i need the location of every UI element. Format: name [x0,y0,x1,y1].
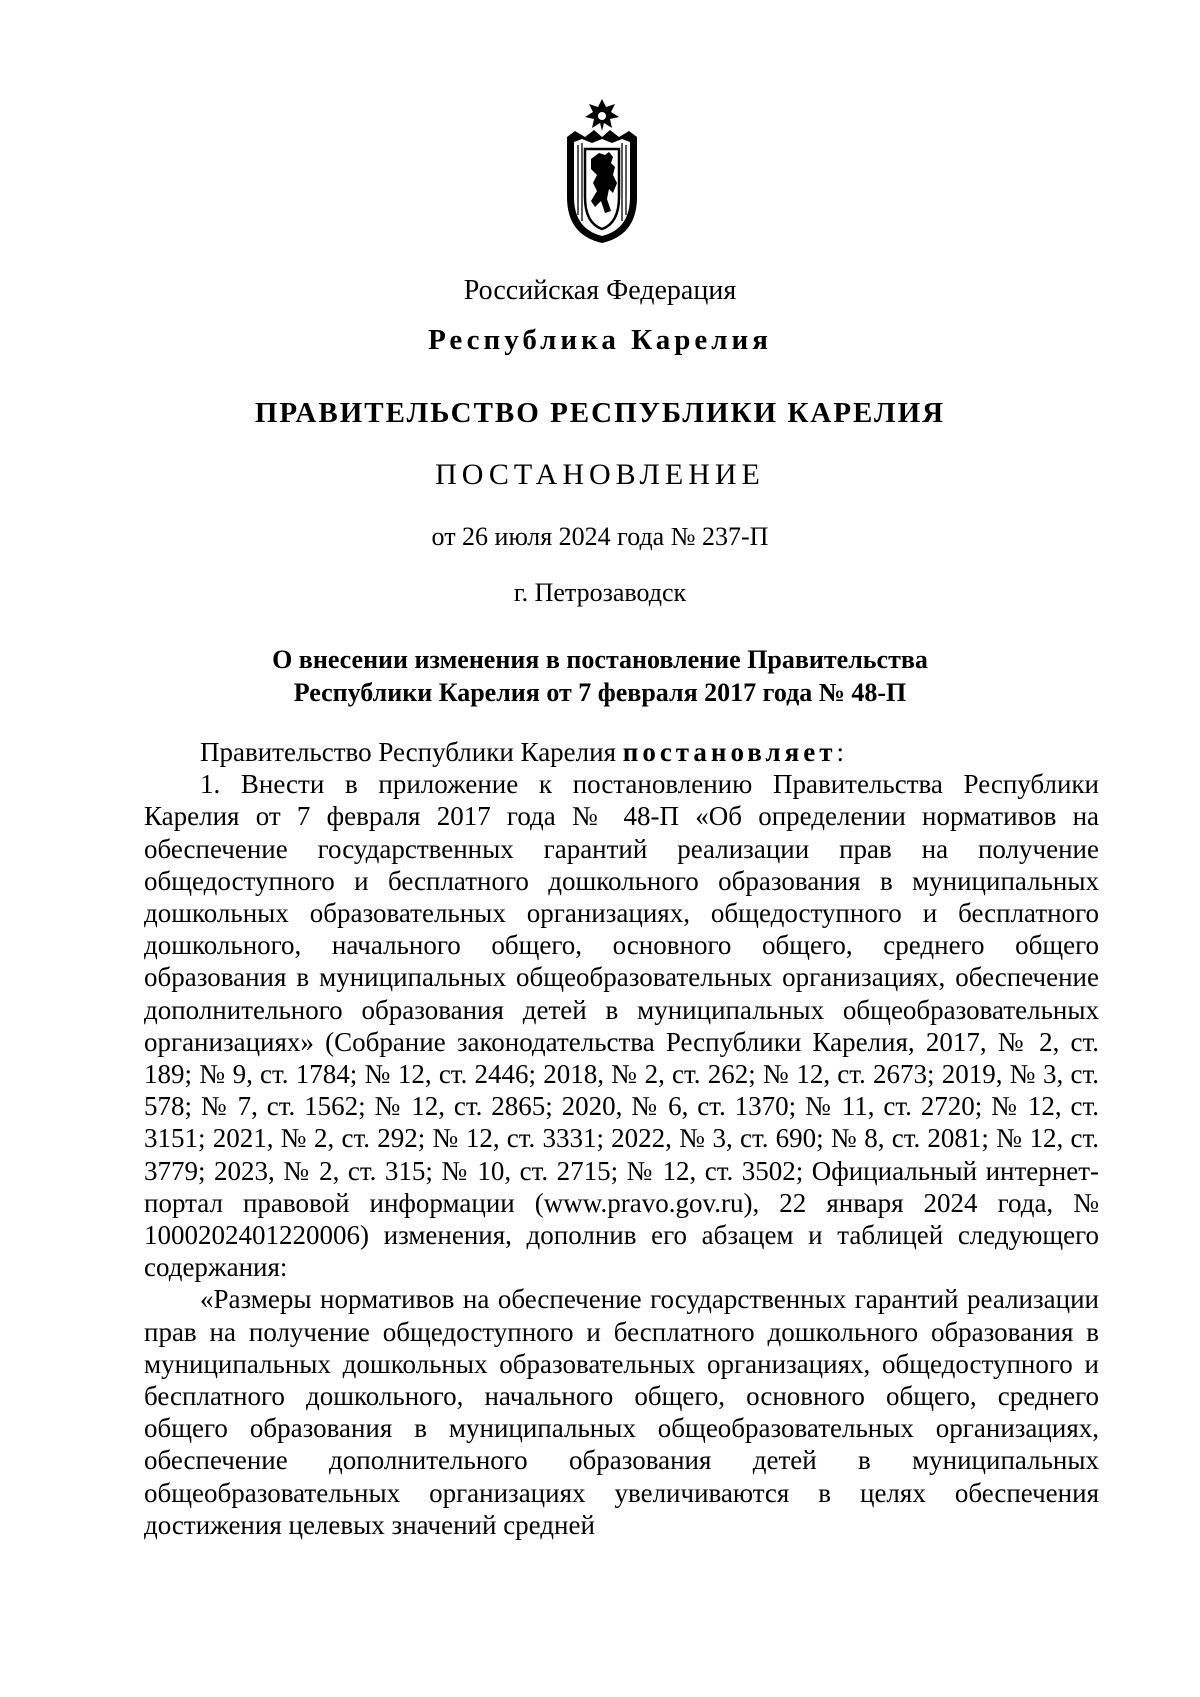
government-name: ПРАВИТЕЛЬСТВО РЕСПУБЛИКИ КАРЕЛИЯ [254,397,946,429]
document-title-line-2: Республики Карелия от 7 февраля 2017 года № 48-П [293,678,907,707]
document-city: г. Петрозаводск [513,578,687,607]
preamble-text: Правительство Республики Карелия [200,737,623,767]
preamble-end: : [836,737,845,767]
document-date-number: от 26 июля 2024 года № 237-П [431,522,769,551]
document-type: ПОСТАНОВЛЕНИЕ [435,458,765,491]
preamble-verb: постановляет [622,737,837,767]
karelia-coat-of-arms-icon [563,97,641,245]
paragraph-2: «Размеры нормативов на обеспечение государственных гарантий реализации прав на получение общедоступного и бесплатного дошкольного образования в муниципальных дошкольных образовательных организациях, общедоступного и бесплатного дошкольного, начального общего, основного общего, среднего общего образования в муниципальных общеобразовательных организациях, обеспечение дополнительного образования детей в муниципальных общеобразовательных организациях увеличиваются в целях обеспечения достижения целевых значений средней [144,1284,1099,1540]
document-body [144,736,1099,1541]
document-title-line-1: О внесении изменения в постановление Правительства [272,645,928,674]
republic-name: Республика Карелия [428,324,772,356]
preamble [144,736,1099,768]
paragraph-1: 1. Внести в приложение к постановлению Правительства Республики Карелия от 7 февраля 2017 года № 48-П «Об определении нормативов на обеспечение государственных гарантий реализации прав на получение общедоступного и бесплатного дошкольного образования в муниципальных дошкольных образовательных организациях, общедоступного и бесплатного дошкольного, начального общего, основного общего, среднего общего образования в муниципальных общеобразовательных организациях, обеспечение дополнительного образования детей в муниципальных общеобразовательных организациях» (Собрание законодательства Республики Карелия, 2017, № 2, ст. 189; № 9, ст. 1784; № 12, ст. 2446; 2018, № 2, ст. 262; № 12, ст. 2673; 2019, № 3, ст. 578; № 7, ст. 1562; № 12, ст. 2865; 2020, № 6, ст. 1370; № 11, ст. 2720; № 12, ст. 3151; 2021, № 2, ст. 292; № 12, ст. 3331; 2022, № 3, ст. 690; № 8, ст. 2081; № 12, ст. 3779; 2023, № 2, ст. 315; № 10, ст. 2715; № 12, ст. 3502; Официальный интернет-портал правовой информации (www.pravo.gov.ru), 22 января 2024 года, № 1000202401220006) изменения, дополнив его абзацем и таблицей следующего содержания: [144,769,1099,1283]
document-title [0,643,1200,709]
federation-name: Российская Федерация [463,275,737,306]
